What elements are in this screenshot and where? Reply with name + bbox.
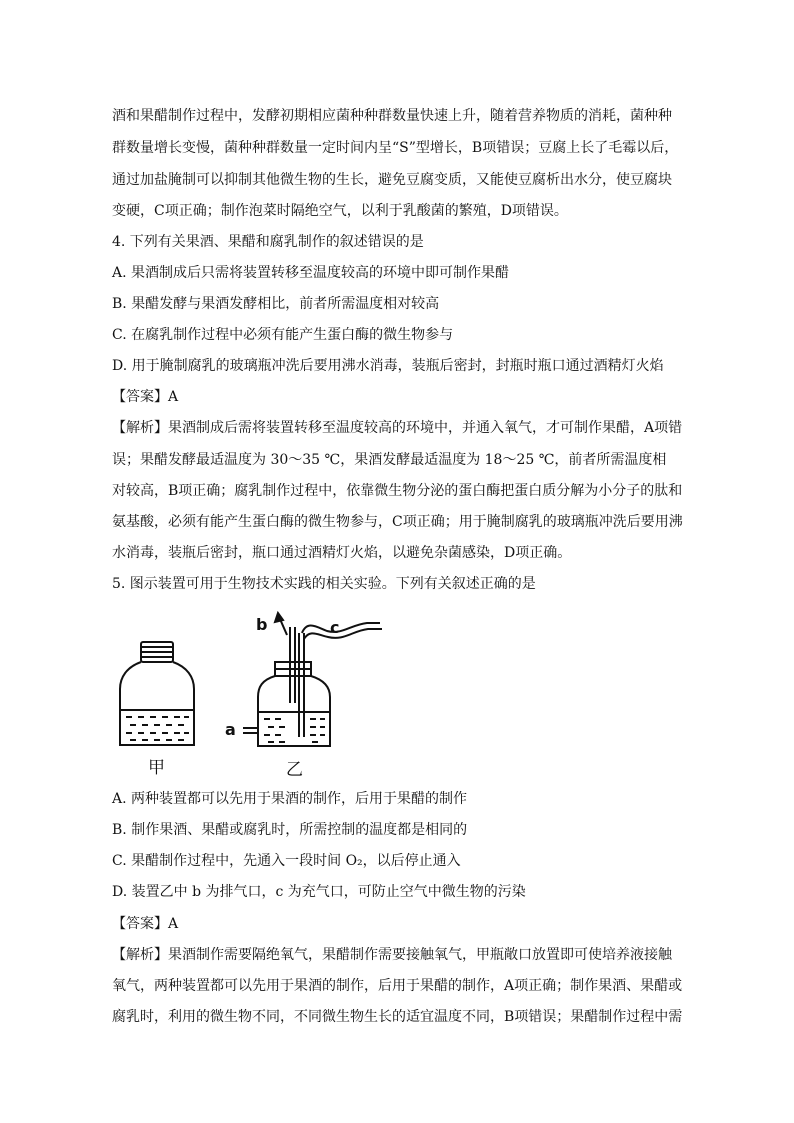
label-jia: 甲 [148,758,165,778]
analysis-line: 腐乳时，利用的微生物不同，不同微生物生长的适宜温度不同，B项错误；果醋制作过程中需 [112,1009,683,1025]
option-b: B. 制作果酒、果醋或腐乳时，所需控制的温度都是相同的 [112,822,468,838]
answer-label: 【答案】A [112,389,179,405]
text-line: 通过加盐腌制可以抑制其他微生物的生长，避免豆腐变质，又能使豆腐析出水分，使豆腐块 [112,172,672,188]
option-c: C. 果醋制作过程中，先通入一段时间 O₂，以后停止通入 [112,853,461,869]
question-4-stem: 4. 下列有关果酒、果醋和腐乳制作的叙述错误的是 [112,234,424,250]
jar-jia [120,642,194,745]
analysis-line: 氨基酸，必须有能产生蛋白酶的微生物参与，C项正确；用于腌制腐乳的玻璃瓶冲洗后要用沸 [112,514,683,530]
analysis-line: 【解析】果酒制作需要隔绝氧气，果醋制作需要接触氧气，甲瓶敞口放置即可使培养液接触 [112,947,672,963]
text-line: 酒和果醋制作过程中，发酵初期相应菌种种群数量快速上升，随着营养物质的消耗，菌种种 [112,108,672,124]
answer-label: 【答案】A [112,916,179,932]
label-b: b [256,615,268,634]
label-c: c [330,618,340,637]
option-d: D. 用于腌制腐乳的玻璃瓶冲洗后要用沸水消毒，装瓶后密封，封瓶时瓶口通过酒精灯火焰 [112,358,664,374]
option-b: B. 果醋发酵与果酒发酵相比，前者所需温度相对较高 [112,296,440,312]
option-a: A. 两种装置都可以先用于果酒的制作，后用于果醋的制作 [112,791,468,807]
arrow-b-icon [275,613,287,635]
option-c: C. 在腐乳制作过程中必须有能产生蛋白酶的微生物参与 [112,327,454,343]
liquid-yi [264,718,325,743]
analysis-line: 误；果醋发酵最适温度为 30～35 ℃，果酒发酵最适温度为 18～25 ℃，前者所需温度相 [112,452,667,468]
analysis-line: 【解析】果酒制成后需将装置转移至温度较高的环境中，并通入氧气，才可制作果醋，A项错 [112,420,683,436]
label-a: a [225,720,236,739]
label-yi: 乙 [286,760,303,780]
option-a: A. 果酒制成后只需将装置转移至温度较高的环境中即可制作果醋 [112,265,510,281]
analysis-line: 氧气，两种装置都可以先用于果酒的制作，后用于果醋的制作，A项正确；制作果酒、果醋或 [112,978,683,994]
question-5-stem: 5. 图示装置可用于生物技术实践的相关实验。下列有关叙述正确的是 [112,576,536,592]
apparatus-figure [112,605,412,780]
analysis-line: 对较高，B项正确；腐乳制作过程中，依靠微生物分泌的蛋白酶把蛋白质分解为小分子的肽和 [112,483,683,499]
analysis-line: 水消毒，装瓶后密封，瓶口通过酒精灯火焰，以避免杂菌感染，D项正确。 [112,545,572,561]
text-line: 变硬，C项正确；制作泡菜时隔绝空气，以利于乳酸菌的繁殖，D项错误。 [112,203,568,219]
liquid-jia [126,716,189,741]
text-line: 群数量增长变慢，菌种种群数量一定时间内呈“S”型增长，B项错误；豆腐上长了毛霉以后， [112,140,679,156]
option-d: D. 装置乙中 b 为排气口，c 为充气口，可防止空气中微生物的污染 [112,884,526,900]
